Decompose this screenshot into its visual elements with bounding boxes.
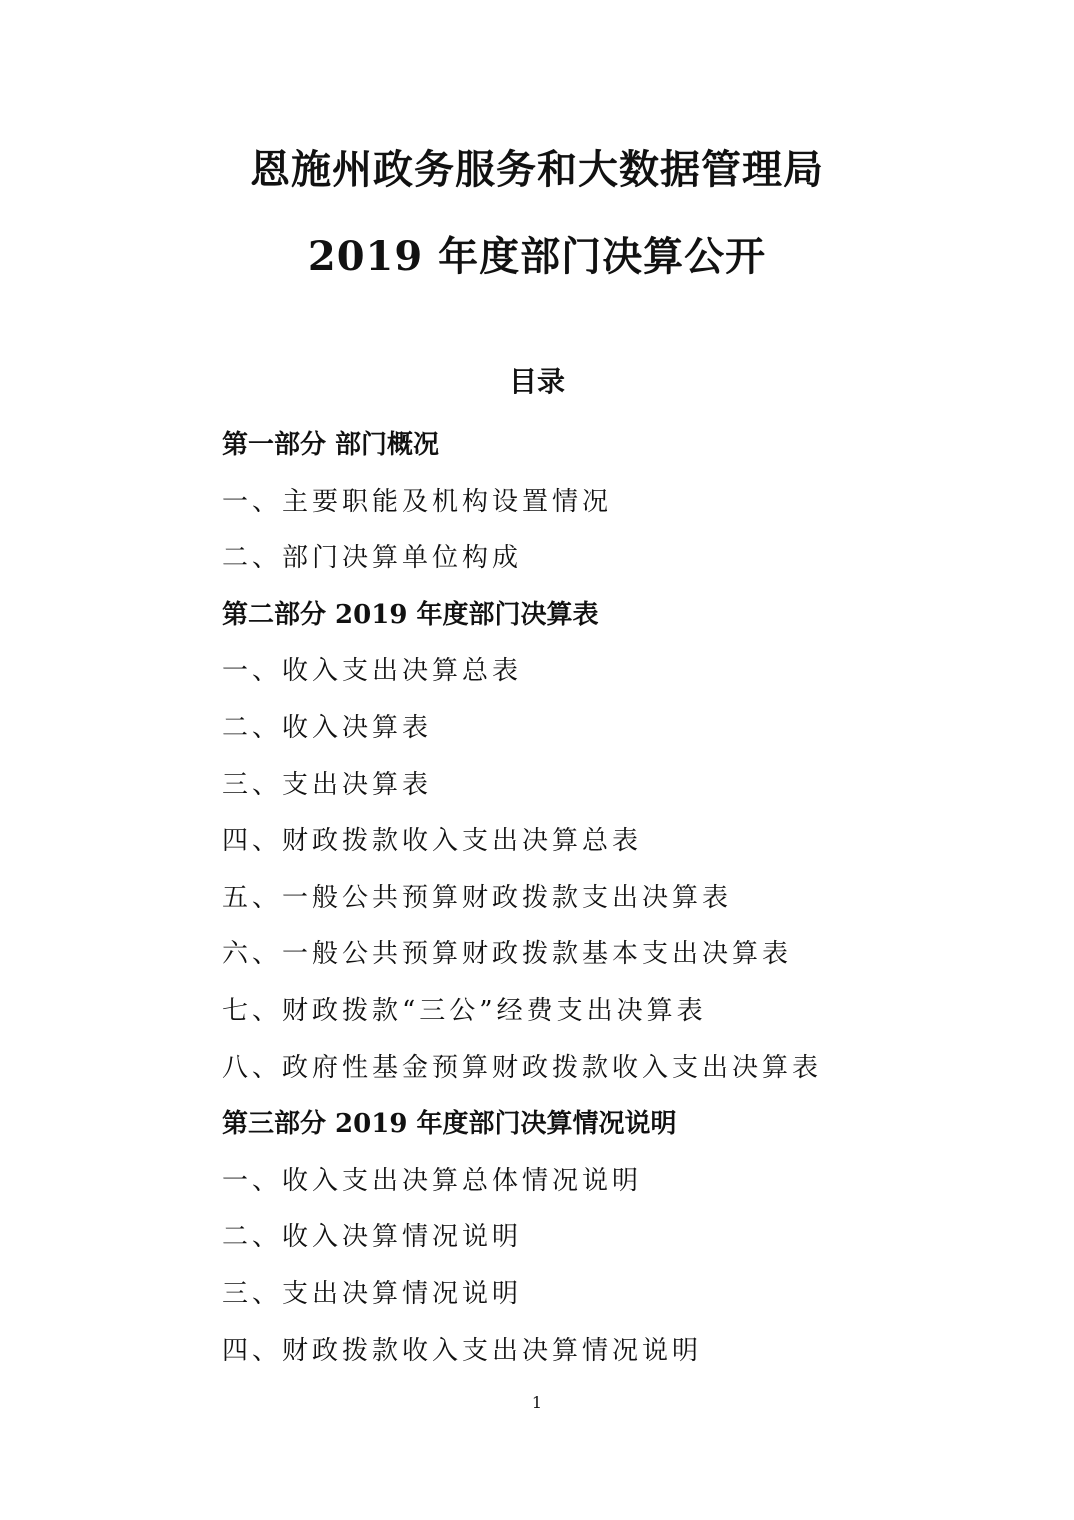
- toc-heading: 目录: [508, 365, 565, 398]
- toc-item: 六、一般公共预算财政拨款基本支出决算表: [222, 939, 793, 970]
- toc-part-2: 第二部分 2019 年度部门决算表: [222, 599, 599, 630]
- toc-item: 二、收入决算表: [222, 712, 433, 743]
- toc-part-3: 第三部分 2019 年度部门决算情况说明: [222, 1109, 677, 1140]
- toc-item: 三、支出决算表: [222, 769, 433, 800]
- toc-item: 一、收入支出决算总表: [222, 656, 523, 687]
- toc-item: 二、收入决算情况说明: [222, 1222, 523, 1253]
- toc-item: 五、一般公共预算财政拨款支出决算表: [222, 882, 733, 913]
- toc-item: 三、支出决算情况说明: [222, 1278, 523, 1309]
- table-of-contents: [222, 417, 1022, 1379]
- document-subtitle: 2019 年度部门决算公开: [307, 233, 767, 280]
- toc-item: 一、主要职能及机构设置情况: [222, 486, 613, 517]
- toc-item: 七、财政拨款“三公”经费支出决算表: [222, 995, 707, 1026]
- toc-item: 八、政府性基金预算财政拨款收入支出决算表: [222, 1052, 823, 1083]
- toc-item: 二、部门决算单位构成: [222, 543, 523, 574]
- toc-item: 四、财政拨款收入支出决算情况说明: [222, 1335, 703, 1366]
- page-number: 1: [531, 1393, 543, 1412]
- toc-item: 一、收入支出决算总体情况说明: [222, 1165, 643, 1196]
- document-title: 恩施州政务服务和大数据管理局: [250, 146, 824, 193]
- toc-item: 四、财政拨款收入支出决算总表: [222, 826, 643, 857]
- toc-part-1: 第一部分 部门概况: [222, 430, 440, 460]
